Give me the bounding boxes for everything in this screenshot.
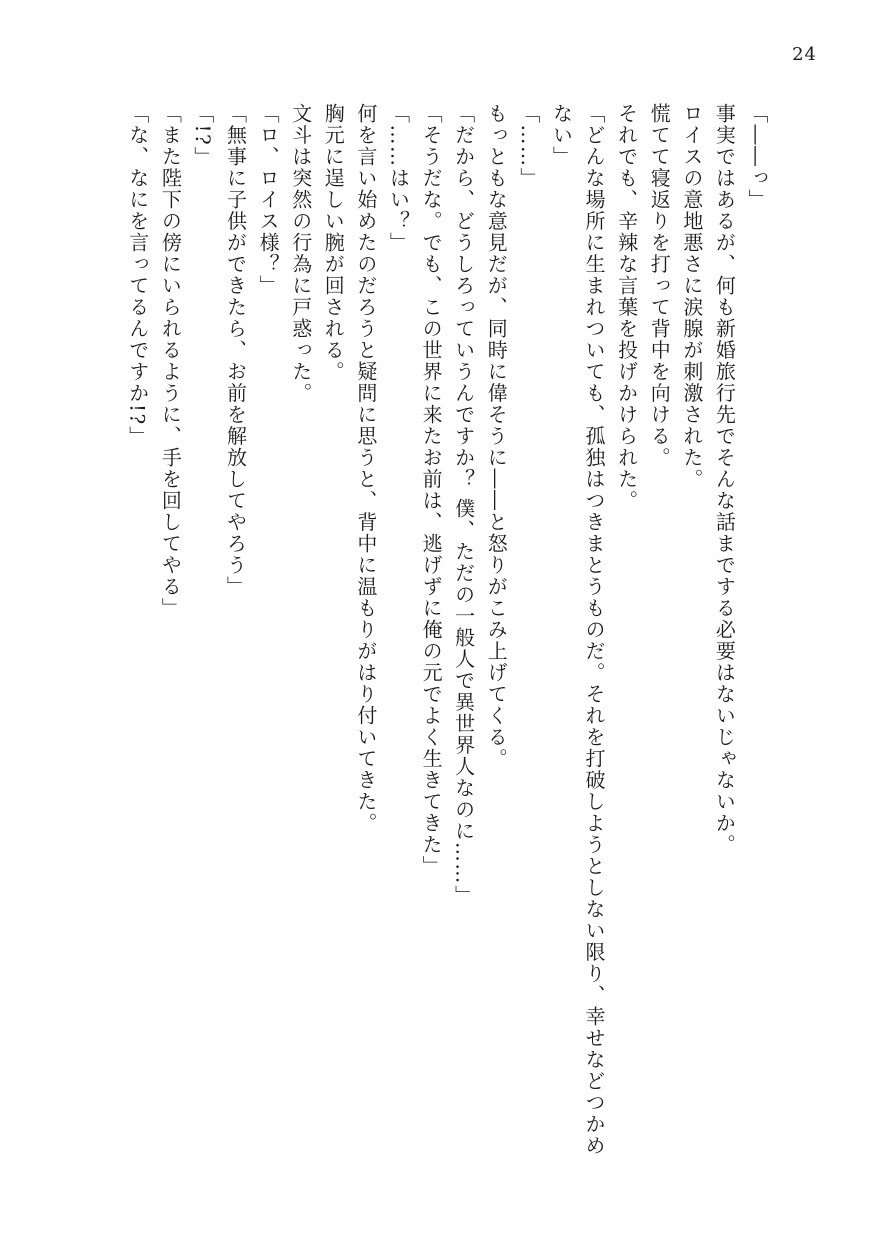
page-number: 24 (792, 44, 817, 65)
text-line: 「!?」 (190, 103, 215, 168)
text-line: 「……はい？」 (386, 103, 411, 254)
text-line: もっともな意見だが、同時に偉そうに――と怒りがこみ上げてくる。 (484, 103, 509, 770)
text-line: 何を言い始めたのだろうと疑問に思うと、背中に温もりがはり付いてきた。 (353, 103, 378, 834)
text-line: 「また陛下の傍にいられるように、手を回してやる」 (158, 103, 183, 619)
text-line: 「……」 (516, 103, 541, 189)
text-line: 「だから、どうしろっていうんですか？ 僕、ただの一般人で異世界人なのに……」 (451, 103, 476, 907)
text-line: 「――っ」 (745, 103, 769, 211)
text-line: ロイスの意地悪さに涙腺が刺激された。 (679, 103, 704, 490)
text-line: 胸元に逞しい腕が回される。 (321, 103, 346, 383)
body-text (121, 103, 773, 1163)
text-line: 「な、なにを言ってるんですか!?」 (125, 103, 150, 448)
text-line: 「そうだな。でも、この世界に来たお前は、逃げずに俺の元でよく生きてきた」 (419, 103, 444, 877)
text-line: それでも、辛辣な言葉を投げかけられた。 (614, 103, 639, 512)
text-line: 「無事に子供ができたら、お前を解放してやろう」 (223, 103, 248, 598)
text-line: 「どんな場所に生まれついても、孤独はつきまとうものだ。それを打破しようとしない限り、幸せなどつかめない」 (549, 103, 607, 1157)
text-line: 事実ではあるが、何も新婚旅行先でそんな話までする必要はないじゃないか。 (712, 103, 737, 856)
text-line: 「ロ、ロイス様？」 (256, 103, 281, 297)
text-line: 文斗は突然の行為に戸惑った。 (288, 103, 313, 404)
text-line: 慌てて寝返りを打って背中を向ける。 (647, 103, 672, 469)
